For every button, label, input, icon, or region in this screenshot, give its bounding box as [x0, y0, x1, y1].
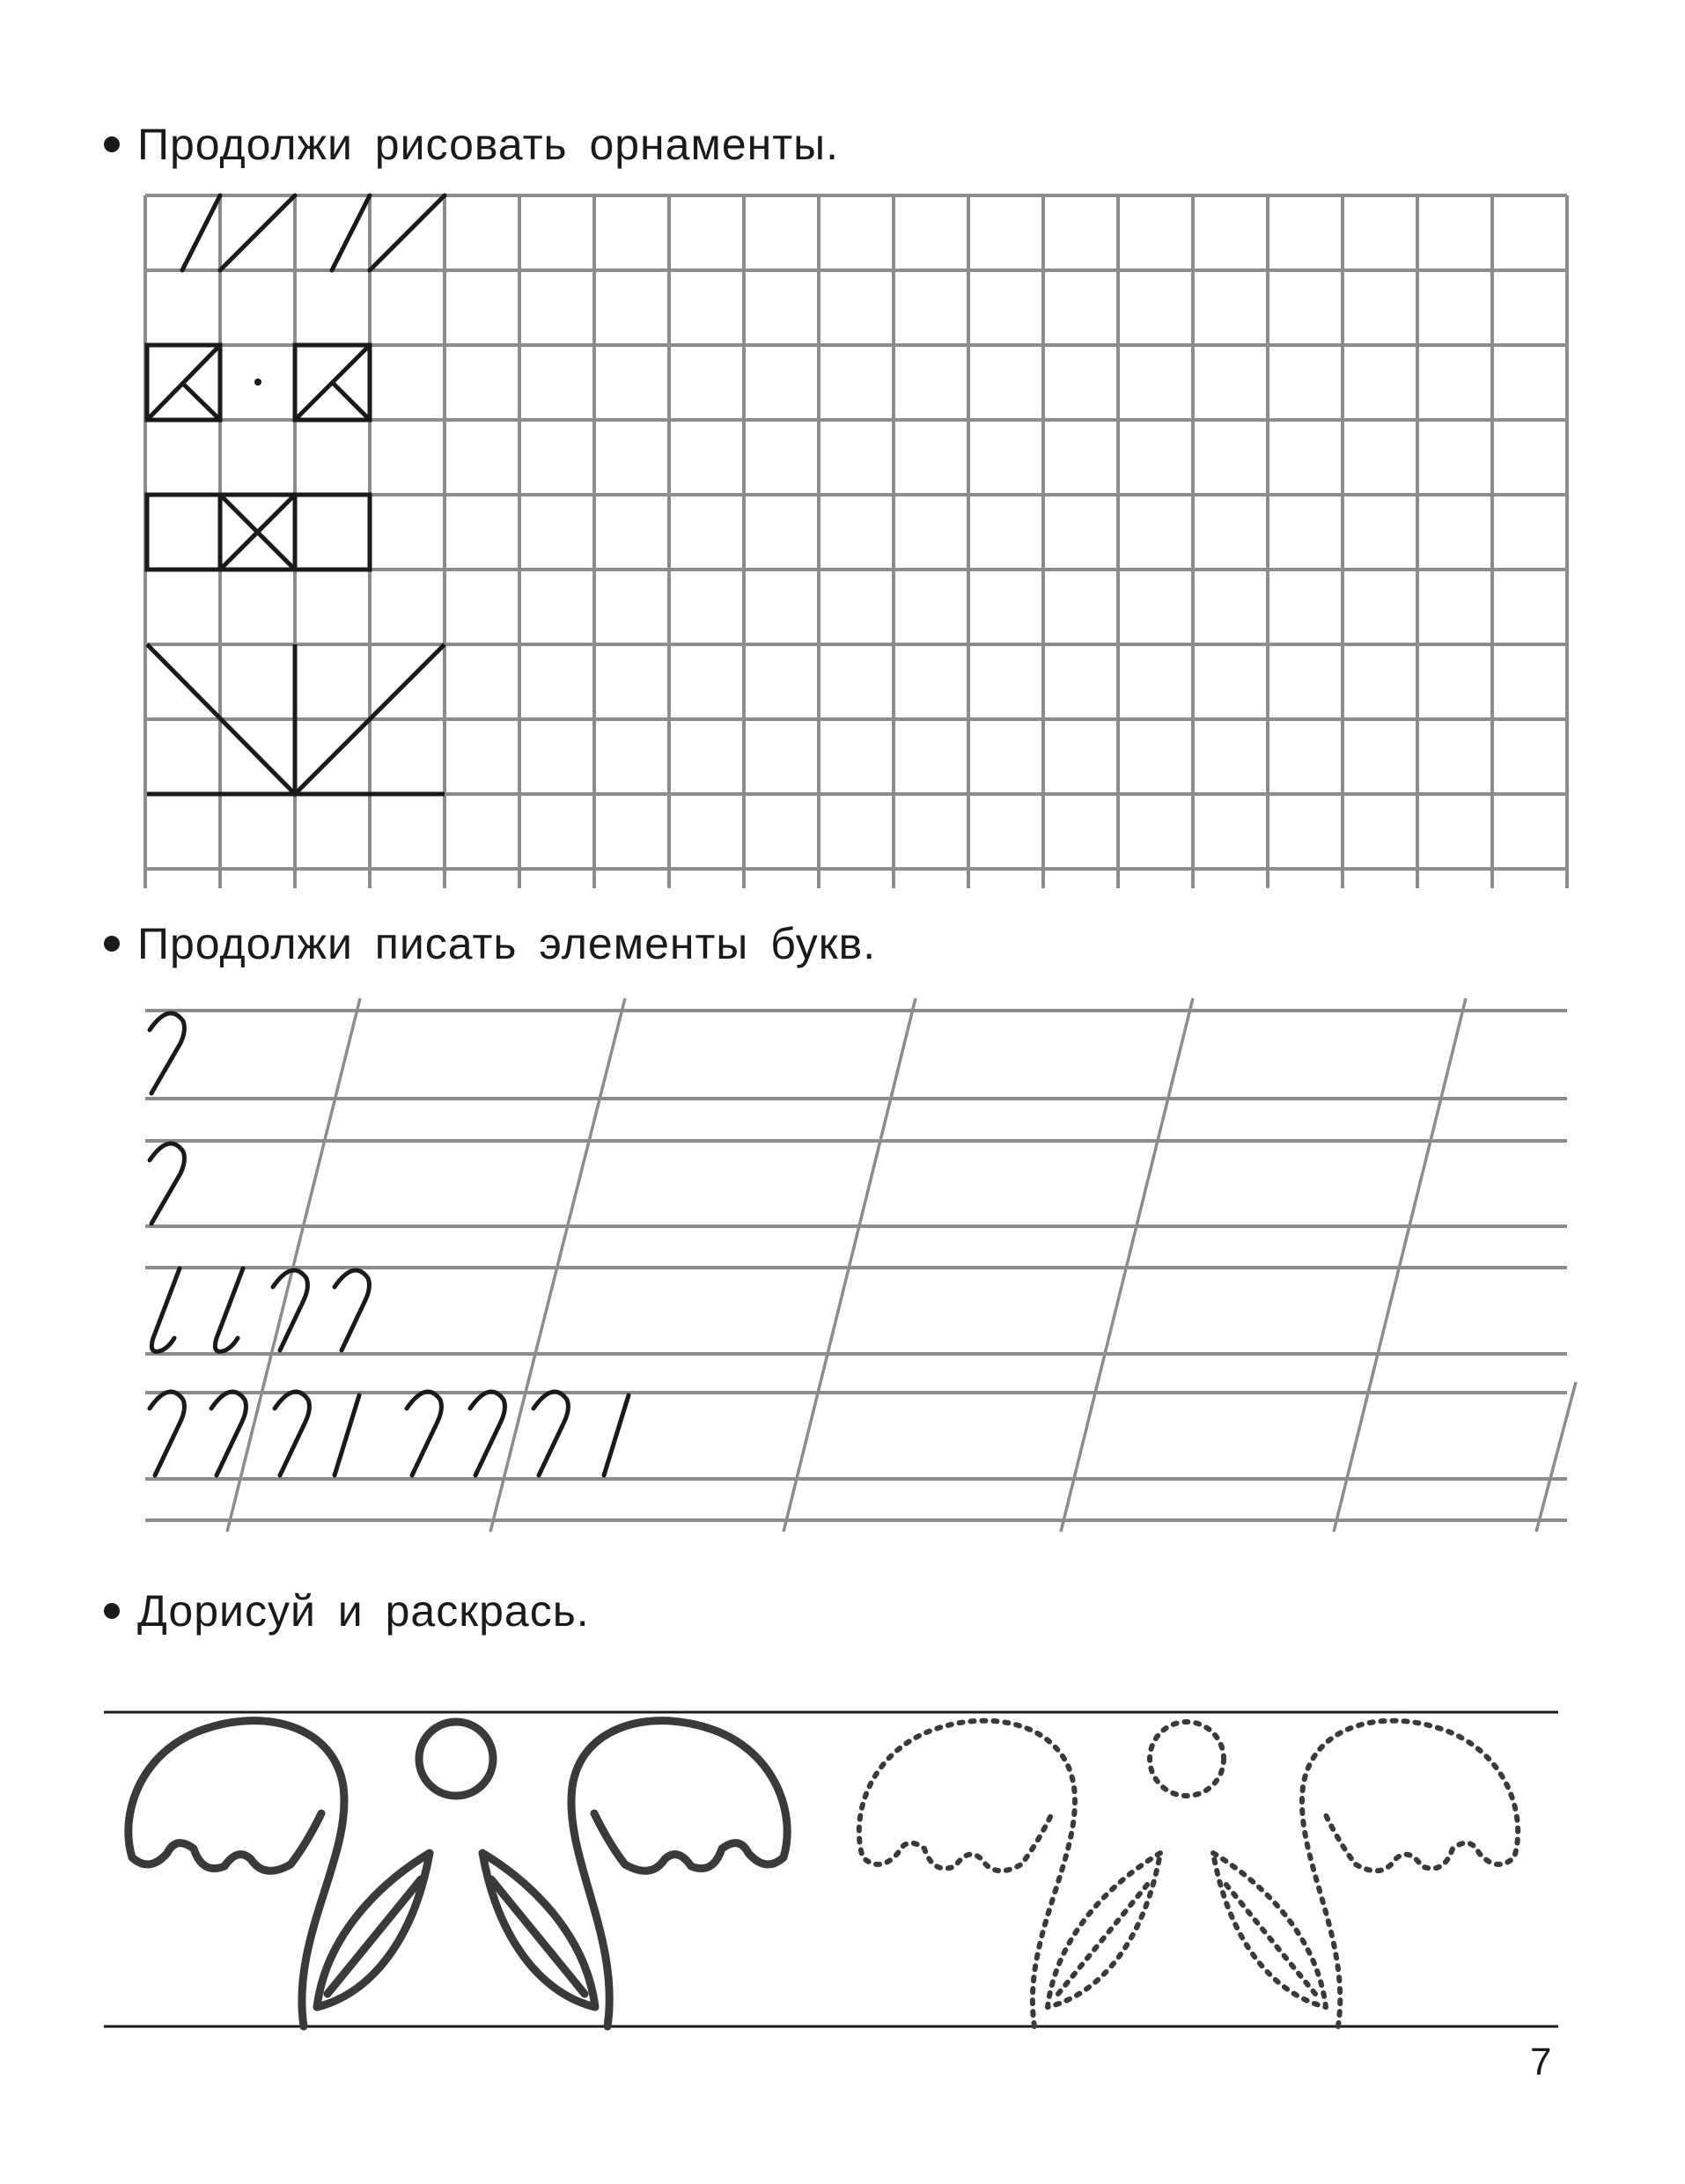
- ornament-grid[interactable]: [145, 195, 1567, 888]
- flower-ornament-solid: [129, 1721, 787, 2026]
- task-text: Продолжи рисовать орнаменты.: [137, 120, 839, 169]
- handwriting-lines[interactable]: [145, 1011, 1567, 1520]
- flower-ornament-dotted[interactable]: [859, 1721, 1518, 2026]
- handwriting-slant-lines: [227, 998, 1576, 1532]
- task-text: Дорисуй и раскрась.: [137, 1586, 590, 1636]
- letter-element-samples: [150, 1013, 629, 1475]
- ornament-crossed-squares: [147, 345, 370, 420]
- ornament-bowtie-squares: [147, 495, 370, 570]
- page-number: 7: [1530, 2041, 1552, 2084]
- task-text: Продолжи писать элементы букв.: [137, 919, 877, 968]
